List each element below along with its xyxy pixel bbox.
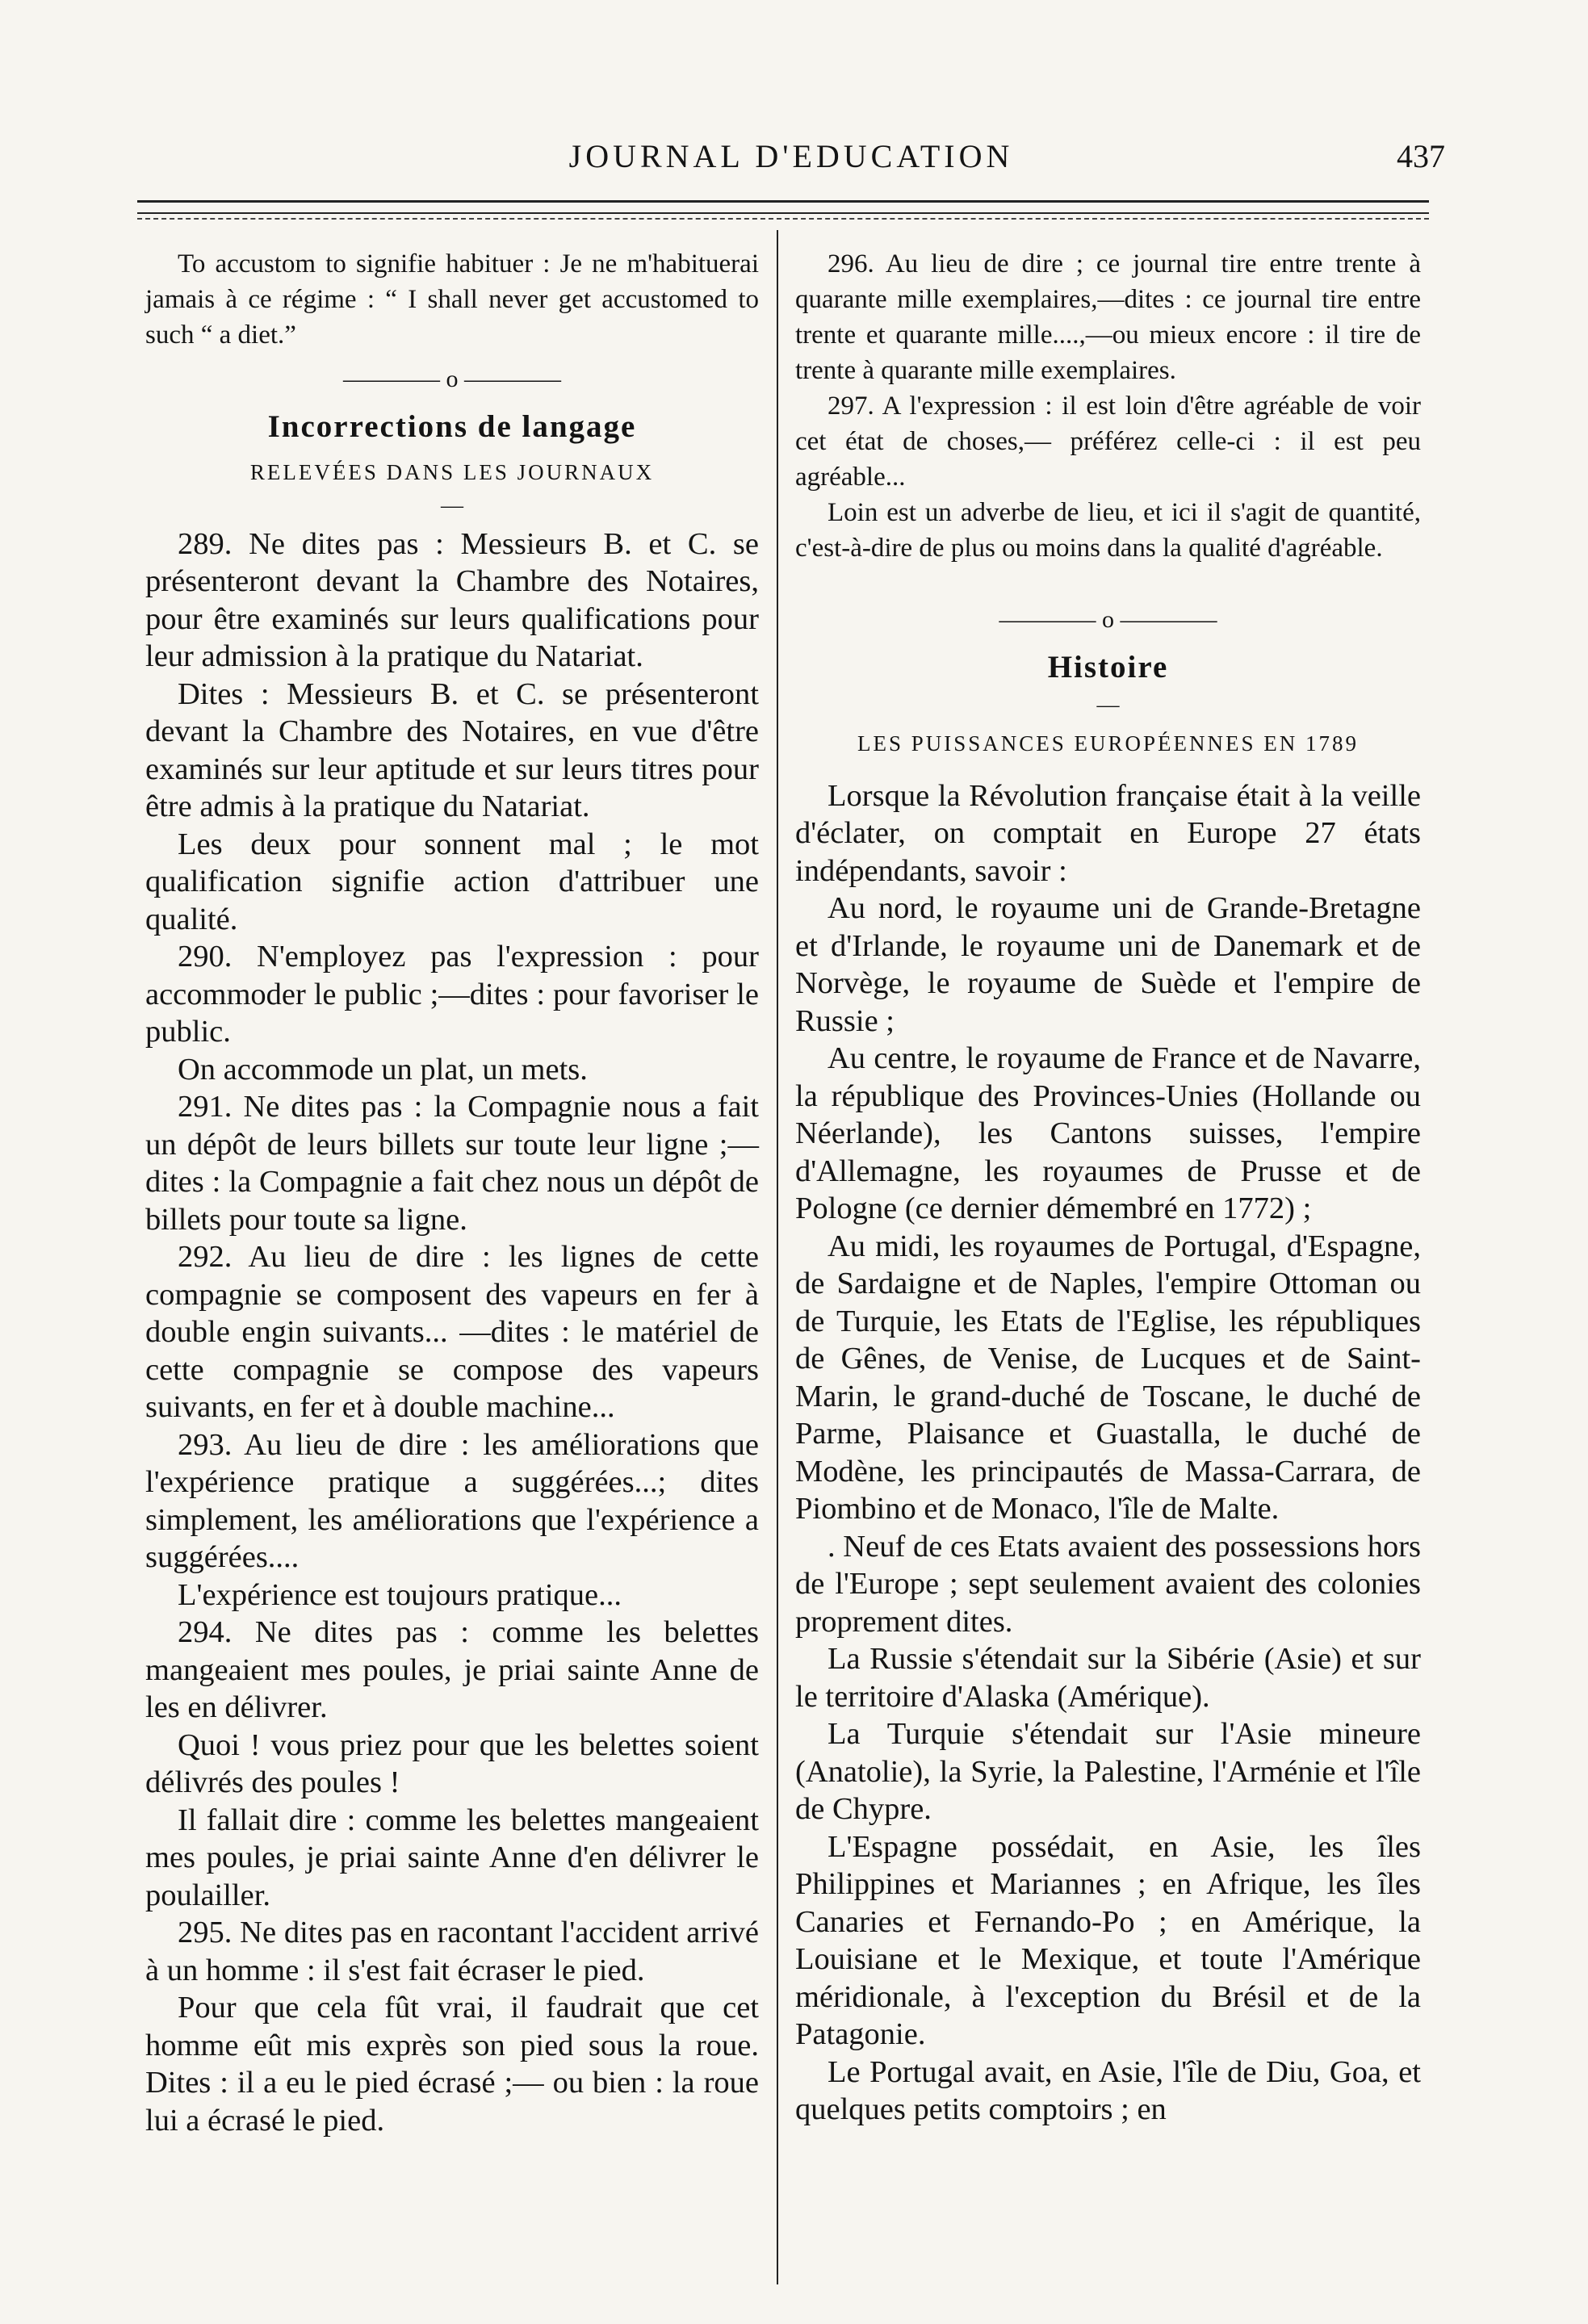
paragraph: 290. N'employez pas l'expression : pour accommoder le public ;—dites : pour favoriser le public. — [145, 940, 759, 1049]
paragraph: L'expérience est toujours pratique... — [178, 1577, 622, 1612]
section-subheading: LES PUISSANCES EUROPÉENNES EN 1789 — [857, 731, 1360, 756]
paragraph: Au nord, le royaume uni de Grande-Bretagne et d'Irlande, le royaume uni de Danemark et de Norvège, le royaume de Suède et l'empire de Russie ; — [795, 891, 1421, 1038]
paragraph: Lorsque la Révolution française était à la veille d'éclater, on comptait en Europe 27 états indépendants, savoir : — [795, 778, 1421, 888]
section-heading: Histoire — [1047, 649, 1169, 685]
intro-paragraph: To accustom to signifie habituer : Je ne m'habituerai jamais à ce régime : “ I shall never get accustomed to such “ a diet.” — [145, 249, 759, 350]
paragraph: 292. Au lieu de dire : les lignes de cette compagnie se composent des vapeurs en fer à double engin suivants... —dites : le matériel de cette compagnie se compose des vapeurs suivants, en fer et à double machine... — [145, 1240, 759, 1424]
left-column — [145, 246, 759, 2139]
paragraph: Loin est un adverbe de lieu, et ici il s'agit de quantité, c'est-à-dire de plus ou moins dans la qualité d'agréable. — [795, 498, 1421, 563]
paragraph: On accommode un plat, un mets. — [178, 1052, 588, 1087]
paragraph: 294. Ne dites pas : comme les belettes mangeaient mes poules, je priai sainte Anne de les en délivrer. — [145, 1615, 759, 1724]
section-separator: ———— o ———— — [999, 606, 1217, 633]
section-subheading: RELEVÉES DANS LES JOURNAUX — [249, 460, 655, 484]
paragraph: 293. Au lieu de dire : les améliorations que l'expérience pratique a suggérées...; dites simplement, les améliorations que l'expérience a suggérées.... — [145, 1427, 759, 1574]
paragraph: L'Espagne possédait, en Asie, les îles Philippines et Mariannes ; en Afrique, les îles Canaries et Fernando-Po ; en Amérique, la Louisiane et le Mexique, et toute l'Amérique méridionale, à l'exception du Brésil et de la Patagonie. — [795, 1829, 1421, 2051]
paragraph: Les deux pour sonnent mal ; le mot qualification signifie action d'attribuer une qualité. — [145, 827, 759, 936]
paragraph: Au midi, les royaumes de Portugal, d'Espagne, de Sardaigne et de Naples, l'empire Ottoman ou de Turquie, les Etats de l'Eglise, les républiques de Gênes, de Venise, de Lucques et de Saint-Marin, le grand-duché de Toscane, le duché de Parme, Plaisance et Guastalla, le duché de Modène, les principautés de Massa-Carrara, de Piombino et de Monaco, l'île de Malte. — [795, 1229, 1421, 1526]
paragraph: La Russie s'étendait sur la Sibérie (Asie) et sur le territoire d'Alaska (Amérique). — [795, 1642, 1421, 1714]
paragraph: 296. Au lieu de dire ; ce journal tire entre trente à quarante mille exemplaires,—dites : ce journal tire entre trente et quarante mille....,—ou mieux encore : il tire de trente à quarante mille exemplaires. — [795, 249, 1421, 385]
paragraph: Le Portugal avait, en Asie, l'île de Diu, Goa, et quelques petits comptoirs ; en — [795, 2054, 1421, 2126]
paragraph: Dites : Messieurs B. et C. se présenteront devant la Chambre des Notaires, en vue d'être examinés sur leur aptitude et sur leurs titres pour être admis à la pratique du Natariat. — [145, 676, 759, 823]
paragraph: Il fallait dire : comme les belettes mangeaient mes poules, je priai sainte Anne d'en délivrer le poulailler. — [145, 1803, 759, 1912]
section-separator: ———— o ———— — [343, 366, 561, 392]
running-title: JOURNAL D'EDUCATION — [568, 138, 1014, 174]
section-heading: Incorrections de langage — [267, 408, 637, 444]
paragraph: 297. A l'expression : il est loin d'être agréable de voir cet état de choses,— préférez celle-ci : il est peu agréable... — [795, 392, 1421, 492]
paragraph: 291. Ne dites pas : la Compagnie nous a fait un dépôt de leurs billets sur toute leur ligne ;—dites : la Compagnie a fait chez nous un dépôt de billets pour toute sa ligne. — [145, 1090, 759, 1237]
header-rule — [137, 200, 1429, 214]
paragraph: Quoi ! vous priez pour que les belettes soient délivrés des poules ! — [145, 1727, 759, 1799]
paragraph: 295. Ne dites pas en racontant l'accident arrivé à un homme : il s'est fait écraser le pied. — [145, 1916, 759, 1987]
paragraph: La Turquie s'étendait sur l'Asie mineure (Anatolie), la Syrie, la Palestine, l'Arménie et l'île de Chypre. — [795, 1717, 1421, 1826]
column-divider — [777, 230, 778, 2284]
paragraph: Pour que cela fût vrai, il faudrait que cet homme eût mis exprès son pied sous la roue. Dites : il a eu le pied écrasé ;— ou bien : la roue lui a écrasé le pied. — [145, 1991, 759, 2138]
paragraph: . Neuf de ces Etats avaient des possessions hors de l'Europe ; sept seulement avaient des colonies proprement dites. — [795, 1529, 1421, 1639]
heading-dash: — — [1096, 693, 1120, 718]
page-number: 437 — [1397, 138, 1445, 174]
heading-dash: — — [441, 492, 463, 518]
page-header — [137, 129, 1445, 186]
header-rule-dashed — [137, 218, 1429, 220]
paragraph: Au centre, le royaume de France et de Navarre, la république des Provinces-Unies (Hollande ou Néerlande), les Cantons suisses, l'empire d'Allemagne, les royaumes de Prusse et de Pologne (ce dernier démembré en 1772) ; — [795, 1041, 1421, 1225]
right-column — [795, 246, 1421, 2129]
paragraph: 289. Ne dites pas : Messieurs B. et C. se présenteront devant la Chambre des Notaires, pour être examinés sur leurs qualifications pour leur admission à la pratique du Natariat. — [145, 526, 759, 673]
